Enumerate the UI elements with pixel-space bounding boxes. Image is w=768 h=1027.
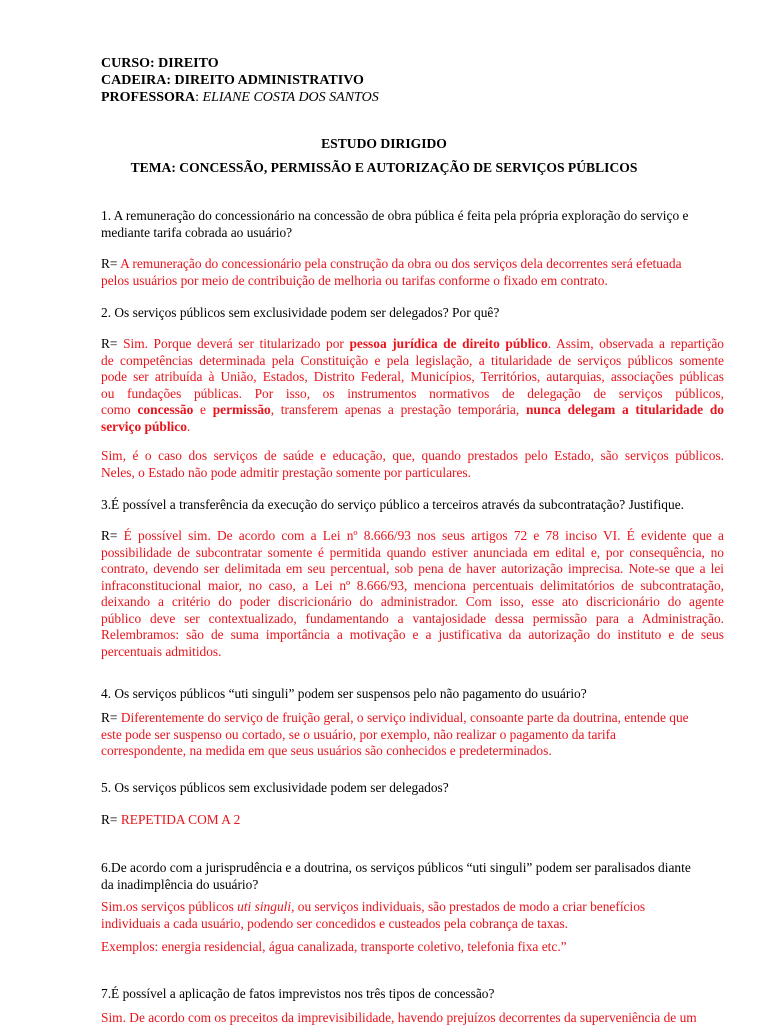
- question-2: 2. Os serviços públicos sem exclusividade podem ser delegados? Por quê?: [101, 305, 500, 320]
- answer-2-text: Sim. Porque deverá ser titularizado por: [123, 336, 350, 351]
- answer-3-line-8: percentuais admitidos.: [101, 643, 222, 659]
- answer-1: [101, 256, 724, 289]
- answer-3-line-1: [101, 528, 724, 545]
- answer-3-text: É possível sim. De acordo com a Lei nº 8.666/93 nos seus artigos 72 e 78 inciso VI. É evidente que a: [123, 528, 724, 543]
- question-6-line-2: da inadimplência do usuário?: [101, 876, 259, 892]
- answer-2-text: . Assim, observada a repartição: [547, 336, 724, 351]
- answer-2-line-2: de competências determinada pela Constituição e pela legislação, a titularidade de serviços públicos somente: [101, 352, 724, 368]
- answer-3-line-2: possibilidade de subcontratar somente é permitida quando estiver anunciada em edital e, por consequência, no: [101, 544, 724, 560]
- answer-4-line-2: este pode ser suspenso ou cortado, se o usuário, por exemplo, não realizar o pagamento da tarifa: [101, 726, 616, 742]
- answer-5-text: REPETIDA COM A 2: [120, 812, 241, 827]
- question-7: 7.É possível a aplicação de fatos imprevistos nos três tipos de concessão?: [101, 986, 495, 1001]
- professor-line: [101, 89, 724, 106]
- question-1-line-2: mediante tarifa cobrada ao usuário?: [101, 224, 293, 240]
- answer-prefix: R=: [101, 256, 121, 271]
- question-6-line-1: 6.De acordo com a jurisprudência e a doutrina, os serviços públicos “uti singuli” podem ser paralisados diante: [101, 860, 691, 875]
- professor-label: PROFESSORA: [101, 90, 196, 105]
- answer-prefix: R=: [101, 812, 121, 827]
- answer-2-line-6: [101, 419, 724, 436]
- answer-4-line-3: correspondente, na medida em que seus usuários são conhecidos e predeterminados.: [101, 743, 552, 758]
- answer-2-text: como: [101, 402, 138, 417]
- document-title: ESTUDO DIRIGIDO: [321, 136, 447, 151]
- answer-4-text: Diferentemente do serviço de fruição geral, o serviço individual, consoante parte da doutrina, entende que: [120, 710, 689, 725]
- document-theme: TEMA: CONCESSÃO, PERMISSÃO E AUTORIZAÇÃO DE SERVIÇOS PÚBLICOS: [130, 160, 638, 175]
- answer-7: Sim. De acordo com os preceitos da imprevisibilidade, havendo prejuízos decorrentes da superveniência de um: [101, 1010, 697, 1025]
- answer-1-text-1: A remuneração do concessionário pela construção da obra ou dos serviços dela decorrentes será efetuada: [120, 256, 682, 271]
- answer-6-line-1: [101, 899, 724, 916]
- course-line: CURSO: DIREITO: [101, 56, 219, 71]
- answer-2-emphasis: concessão: [137, 402, 194, 417]
- answer-2-line-4: ou fundações públicas. Por isso, os instrumentos normativos de delegação de serviços públicos,: [101, 385, 724, 401]
- answer-2-emphasis: pessoa jurídica de direito público: [349, 336, 548, 351]
- answer-3-line-3: contrato, devendo ser delimitada em seu percentual, sob pena de haver autorização imprecisa. Note-se que a lei: [101, 561, 724, 576]
- question-1: [101, 208, 724, 241]
- answer-6-text: , ou serviços individuais, são prestados de modo a criar benefícios: [291, 899, 646, 914]
- answer-2-extra-line-1: Sim, é o caso dos serviços de saúde e educação, que, quando prestados pelo Estado, são serviços públicos.: [101, 448, 724, 463]
- answer-prefix: R=: [101, 710, 121, 725]
- subject-line: CADEIRA: DIREITO ADMINISTRATIVO: [101, 73, 364, 88]
- answer-6-italic: uti singuli: [237, 899, 292, 914]
- answer-1-line-1: [101, 256, 724, 273]
- answer-3-line-5: deixando a critério do poder discricionário do administrador. Com isso, esse ato discricionário do agente: [101, 594, 724, 609]
- course-header: [101, 55, 724, 106]
- question-4: 4. Os serviços públicos “uti singuli” podem ser suspensos pelo não pagamento do usuário?: [101, 686, 587, 701]
- question-3: 3.É possível a transferência da execução do serviço público a terceiros através da subcontratação? Justifique.: [101, 497, 684, 512]
- answer-2-emphasis: serviço público: [101, 418, 187, 434]
- answer-2-text: .: [186, 418, 191, 434]
- answer-2-text: e: [193, 402, 213, 417]
- answer-prefix: R=: [101, 528, 124, 543]
- professor-separator: :: [195, 90, 203, 105]
- answer-2-emphasis: nunca delegam a titularidade do: [525, 402, 724, 417]
- answer-2-extra-line-2: Neles, o Estado não pode admitir prestação somente por particulares.: [101, 464, 471, 480]
- answer-5: [101, 812, 724, 829]
- answer-6-examples: Exemplos: energia residencial, água canalizada, transporte coletivo, telefonia fixa etc.”: [101, 939, 567, 954]
- answer-2-extra: [101, 448, 724, 481]
- answer-4-line-1: [101, 710, 724, 727]
- answer-3-line-7: Relembramos: são de suma importância a motivação e a justificativa da autorização do instituto e de seus: [101, 627, 724, 642]
- answer-2-emphasis: permissão: [212, 402, 271, 417]
- answer-3-line-6: público deve ser contextualizado, fundamentando a vantajosidade dessa permissão para a Administração.: [101, 610, 724, 626]
- answer-prefix: R=: [101, 336, 124, 351]
- answer-6-text: Sim.os serviços públicos: [101, 899, 238, 914]
- question-1-line-1: 1. A remuneração do concessionário na concessão de obra pública é feita pela própria exploração do serviço e: [101, 208, 689, 223]
- answer-2-line-3: pode ser atribuída à União, Estados, Distrito Federal, Municípios, Territórios, autarquias, associações públicas: [101, 369, 724, 384]
- answer-2: [101, 336, 724, 435]
- answer-2-line-5: [101, 402, 724, 419]
- answer-6: [101, 899, 724, 932]
- answer-2-line-1: [101, 336, 724, 353]
- answer-3: [101, 528, 724, 660]
- question-6: [101, 860, 724, 893]
- answer-3-line-4: infraconstitucional maior, no caso, a Lei nº 8.666/93, menciona percentuais delimitatórios de subcontratação,: [101, 577, 724, 593]
- answer-1-line-2: pelos usuários por meio de contribuição de melhoria ou tarifas conforme o fixado em contrato.: [101, 272, 608, 288]
- professor-name: ELIANE COSTA DOS SANTOS: [202, 90, 379, 105]
- question-5: 5. Os serviços públicos sem exclusividade podem ser delegados?: [101, 780, 449, 795]
- answer-6-line-2: individuais a cada usuário, podendo ser concedidos e custeados pela cobrança de taxas.: [101, 915, 569, 931]
- answer-4: [101, 710, 724, 760]
- answer-2-text: , transferem apenas a prestação temporária,: [270, 402, 526, 417]
